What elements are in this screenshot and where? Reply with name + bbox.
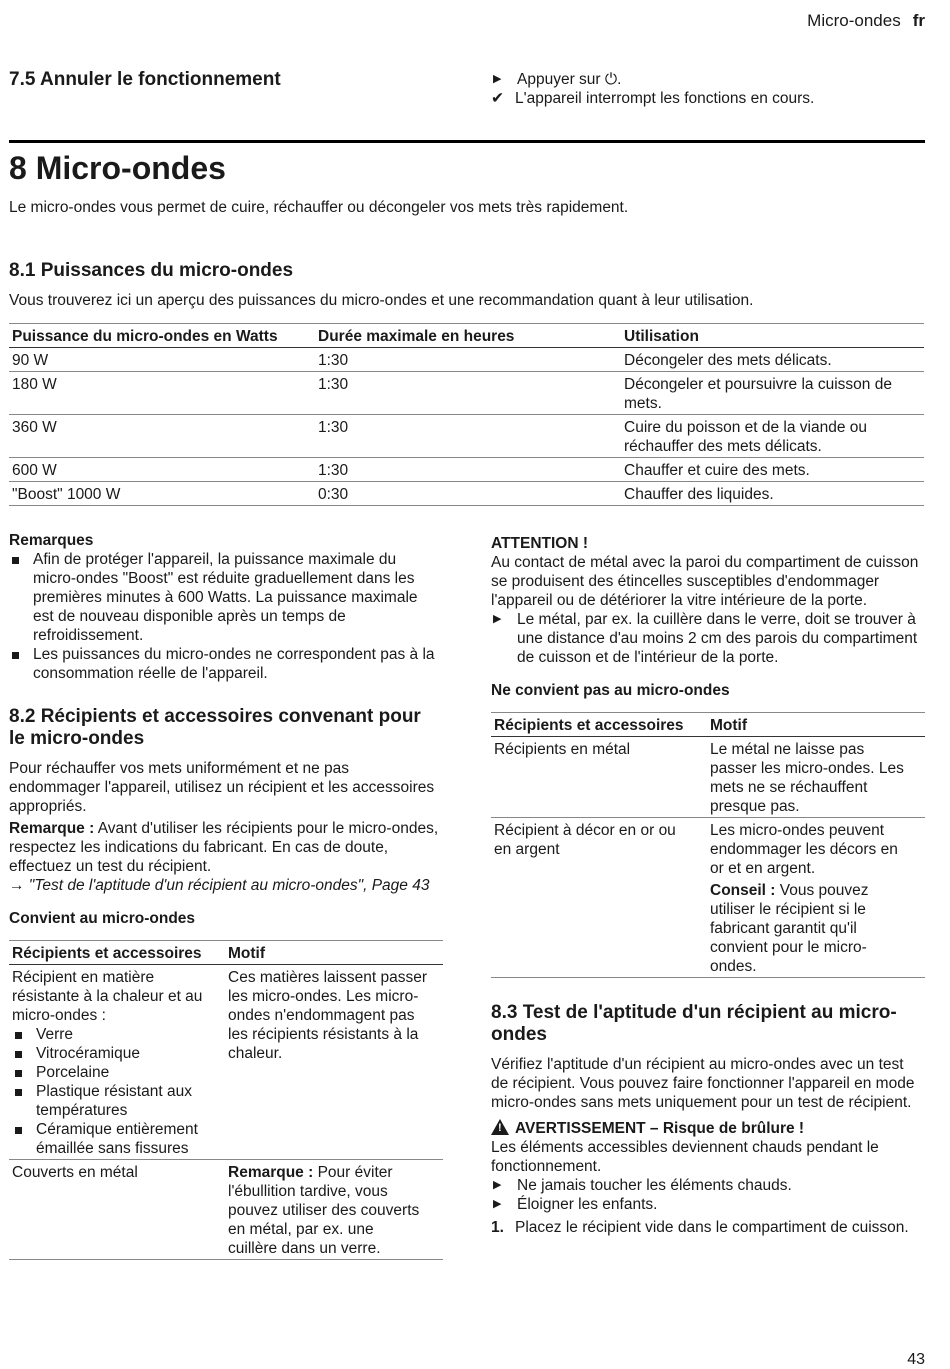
list-item: Plastique résistant aux températures — [12, 1082, 211, 1120]
col-header: Utilisation — [621, 324, 924, 348]
step-item: ▶ Appuyer sur ⏻. — [493, 71, 622, 88]
square-bullet-icon — [12, 1120, 36, 1158]
col-header: Puissance du micro-ondes en Watts — [9, 324, 315, 348]
section-8-2-p1: Pour réchauffer vos mets uniformément et ne pas endommager l'appareil, utilisez un récipient et les accessoires appropriés. — [9, 760, 435, 815]
square-bullet-icon — [12, 1063, 36, 1082]
warning-icon — [491, 1119, 509, 1135]
section-8-3-p1: Vérifiez l'aptitude d'un récipient au micro-ondes avec un test de récipient. Vous pouvez faire fonctionner l'appareil en mode micro-ondes sans mets uniquement pour un test de récipient. — [491, 1056, 915, 1111]
arrow-icon: ▶ — [493, 613, 502, 625]
step-item: ▶ Le métal, par ex. la cuillère dans le verre, doit se trouver à une distance d'au moins 2 cm des parois du compartiment de cuisson et de l'intérieur de la porte. — [493, 611, 918, 666]
step-item: ▶ Éloigner les enfants. — [493, 1196, 658, 1213]
col-header: Récipients et accessoires — [491, 713, 707, 737]
table-row: 600 W 1:30 Chauffer et cuire des mets. — [9, 458, 924, 482]
section-8-3-title: 8.3 Test de l'aptitude d'un récipient au micro-ondes — [491, 1002, 897, 1045]
unsuitable-table — [491, 712, 925, 978]
list-item: Porcelaine — [12, 1063, 211, 1082]
warning-text: Les éléments accessibles deviennent chauds pendant le fonctionnement. — [491, 1139, 879, 1175]
col-header: Récipients et accessoires — [9, 941, 225, 965]
col-header: Motif — [707, 713, 925, 737]
running-header — [807, 11, 925, 30]
arrow-icon: ▶ — [493, 1179, 502, 1191]
step-number: 1. — [491, 1219, 504, 1236]
table-row: Récipients en métal Le métal ne laisse pas passer les micro-ondes. Les mets ne se réchauffent presque pas. — [491, 737, 925, 818]
arrow-icon: ▶ — [493, 73, 502, 85]
col-header: Motif — [225, 941, 443, 965]
table-row: Couverts en métal Remarque : Pour éviter l'ébullition tardive, vous pouvez utiliser des couverts en métal, par ex. une cuillère dans un verre. — [9, 1160, 443, 1260]
convient-title: Convient au micro-ondes — [9, 910, 196, 927]
section-7-5-steps — [491, 70, 931, 108]
section-8-2-title: 8.2 Récipients et accessoires convenant pour le micro-ondes — [9, 706, 421, 749]
section-7-5-title: 7.5 Annuler le fonctionnement — [9, 69, 281, 90]
chapter-intro: Le micro-ondes vous permet de cuire, réchauffer ou décongeler vos mets très rapidement. — [9, 199, 629, 216]
section-8-2-remarque: Remarque : Avant d'utiliser les récipients pour le micro-ondes, respectez les indications du fabricant. En cas de doute, effectuez un test du récipient. — [9, 820, 439, 875]
table-row: Récipient en matière résistante à la chaleur et au micro-ondes : Verre Vitrocéramique Porcelaine Plastique résistant aux températures Céramique entièrement émaillée sans fissures Ces matières laissent passer les micro-ondes. Les micro-ondes n'endommagent pas les récipients résistants à la chaleur. — [9, 965, 443, 1160]
list-item: Les puissances du micro-ondes ne correspondent pas à la consommation réelle de l'appareil. — [9, 645, 439, 683]
step-item: ▶ Ne jamais toucher les éléments chauds. — [493, 1177, 792, 1194]
table-row: 90 W 1:30 Décongeler des mets délicats. — [9, 348, 924, 372]
table-row: 360 W 1:30 Cuire du poisson et de la viande ou réchauffer des mets délicats. — [9, 415, 924, 458]
table-row: Récipient à décor en or ou en argent Les micro-ondes peuvent endommager les décors en or et en argent. Conseil : Vous pouvez utiliser le récipient si le fabricant garantit qu'il convient pour le micro-ondes. — [491, 818, 925, 978]
header-section: Micro-ondes — [807, 11, 901, 30]
warning-title: !AVERTISSEMENT – Risque de brûlure ! — [491, 1119, 925, 1138]
square-bullet-icon — [12, 1025, 36, 1044]
right-column — [491, 534, 925, 1237]
section-8-1-title: 8.1 Puissances du micro-ondes — [9, 260, 294, 281]
square-bullet-icon — [9, 645, 33, 683]
suitable-table — [9, 940, 443, 1260]
page-number: 43 — [907, 1351, 925, 1368]
remarques-title: Remarques — [9, 532, 94, 549]
section-8-1-intro: Vous trouverez ici un aperçu des puissances du micro-ondes et une recommandation quant à leur utilisation. — [9, 292, 754, 309]
square-bullet-icon — [12, 1044, 36, 1063]
ne-convient-title: Ne convient pas au micro-ondes — [491, 682, 730, 699]
table-row: "Boost" 1000 W 0:30 Chauffer des liquides. — [9, 482, 924, 506]
list-item: Céramique entièrement émaillée sans fissures — [12, 1120, 211, 1158]
square-bullet-icon — [9, 550, 33, 645]
square-bullet-icon — [12, 1082, 36, 1120]
list-item: Verre — [12, 1025, 211, 1044]
table-row: 180 W 1:30 Décongeler et poursuivre la cuisson de mets. — [9, 372, 924, 415]
numbered-step: 1. Placez le récipient vide dans le compartiment de cuisson. — [491, 1219, 909, 1236]
header-lang: fr — [912, 11, 925, 30]
attention-text: Au contact de métal avec la paroi du compartiment de cuisson se produisent des étincelles susceptibles d'endommager l'appareil ou de détériorer la vitre intérieure de la porte. — [491, 554, 919, 609]
power-table — [9, 323, 924, 506]
col-header: Durée maximale en heures — [315, 324, 621, 348]
list-item: Vitrocéramique — [12, 1044, 211, 1063]
attention-title: ATTENTION ! — [491, 535, 589, 552]
check-icon: ✔ — [491, 90, 504, 107]
section-divider — [9, 140, 925, 143]
list-item: Afin de protéger l'appareil, la puissance maximale du micro-ondes "Boost" est réduite graduellement dans les premières minutes à 600 Watts. La puissance maximale est de nouveau disponible après un temps de refroidissement. — [9, 550, 439, 645]
left-column — [9, 531, 439, 1260]
chapter-title: 8 Micro-ondes — [9, 150, 226, 186]
arrow-icon: ▶ — [493, 1198, 502, 1210]
result-item: ✔ L'appareil interrompt les fonctions en cours. — [491, 90, 815, 107]
cross-reference-link[interactable]: → "Test de l'aptitude d'un récipient au micro-ondes", Page 43 — [9, 877, 430, 894]
